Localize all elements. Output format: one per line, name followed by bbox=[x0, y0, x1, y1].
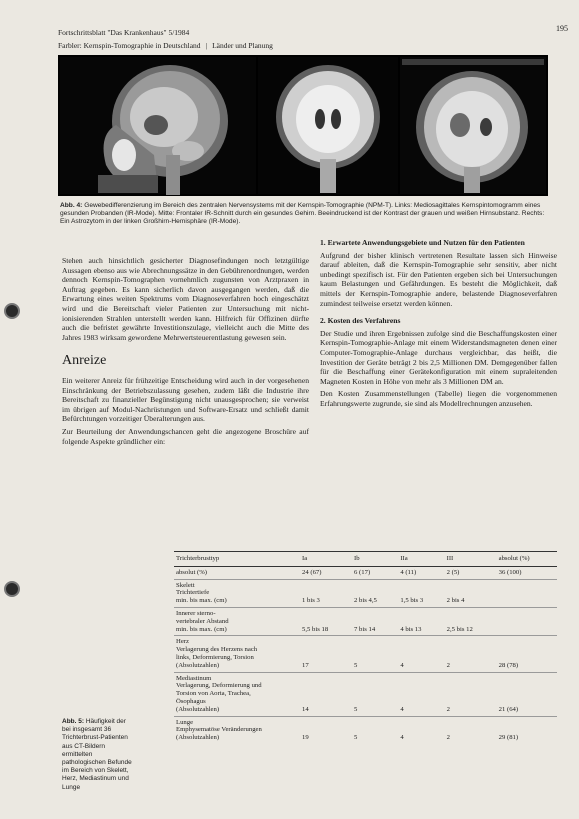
row-label-line: Mediastinum bbox=[176, 674, 212, 682]
table-cell: 2 bis 4,5 bbox=[352, 579, 398, 607]
table-cell: 2 bis 4 bbox=[445, 579, 497, 607]
figure-caption-label: Abb. 4: bbox=[60, 202, 83, 209]
table-cell: 28 (78) bbox=[497, 636, 557, 672]
table-cell: 2 bbox=[445, 636, 497, 672]
table-header-cell: III bbox=[445, 552, 497, 567]
running-title: Farbler: Kernspin-Tomographie in Deutschland | Länder und Planung bbox=[58, 41, 273, 50]
row-label-line: links, Deformierung, Torsion bbox=[176, 653, 254, 661]
figure-caption-text: Gewebedifferenzierung im Bereich des zentralen Nervensystems mit der Kernspin-Tomographie (NPM-T). Links: Mediosagittales Kernspintomogramm eines gesunden Probanden (IR-Mode). Mitte: Frontaler IR-Schnitt durch ein gesundes Gehirn. Beeindruckend ist der Kontrast der grauen und weißen Hirnsubstanz. Rechts: Ein Astrozytom in der linken Großhirn-Hemisphäre (IR-Mode). bbox=[60, 202, 545, 225]
table-cell: 1 bis 3 bbox=[300, 579, 352, 607]
journal-header: Fortschrittsblatt "Das Krankenhaus" 5/1984 bbox=[58, 28, 190, 37]
row-label bbox=[174, 716, 300, 744]
table-header-cell: Trichterbrusttyp bbox=[174, 552, 300, 567]
row-label-line: Lunge bbox=[176, 718, 194, 726]
left-column bbox=[62, 256, 309, 449]
table-caption bbox=[62, 718, 132, 792]
table-row bbox=[174, 607, 557, 635]
table-cell: 4 bbox=[398, 672, 444, 716]
row-label-line: Trichtertiefe bbox=[176, 589, 210, 597]
section-heading-1: 1. Erwartete Anwendungsgebiete und Nutzen für den Patienten bbox=[320, 238, 525, 247]
table-cell: 5,5 bis 18 bbox=[300, 607, 352, 635]
table-row bbox=[174, 566, 557, 579]
row-label-line: Verlagerung, Deformierung und bbox=[176, 682, 262, 690]
left-paragraph-2: Ein weiterer Anreiz für frühzeitige Entscheidung wird auch in der vorgesehenen Einschränkung der Betriebszulassung gesehen, zudem läßt die Industrie ihre Bereitschaft zu finanzieller Begünstigung nicht unausgesprochen; sie verweist im übrigen auf Modul-Nachrüstungen und Software-Ersatz und schließt damit Befürchtungen vorzeitiger Überalterungen aus. bbox=[62, 375, 309, 424]
table-caption-text: Häufigkeit der bei insgesamt 36 Trichterbrust-Patienten aus CT-Bildern ermittelten pathologischen Befunde im Bereich von Skelett, Herz, Mediastinum und Lunge bbox=[62, 718, 132, 791]
row-label bbox=[174, 579, 300, 607]
row-label-line: Skelett bbox=[176, 581, 195, 589]
table-header-cell: IIa bbox=[398, 552, 444, 567]
table-cell: 5 bbox=[352, 716, 398, 744]
row-label-line: Innerer sterno- bbox=[176, 609, 216, 617]
row-label-line: Emphysematöse Veränderungen bbox=[176, 726, 262, 734]
table-cell: 29 (81) bbox=[497, 716, 557, 744]
row-label-line: min. bis max. (cm) bbox=[176, 625, 227, 633]
table-cell: 4 (11) bbox=[398, 566, 444, 579]
anreize-heading: Anreize bbox=[62, 353, 107, 369]
table-cell: 6 (17) bbox=[352, 566, 398, 579]
row-label-line: Ösophagus bbox=[176, 697, 206, 705]
punch-hole-top bbox=[4, 303, 20, 319]
left-paragraph-1: Stehen auch hinsichtlich gesicherter Diagnosefindungen noch letztgültige Aussagen ebenso aus wie Abrechnungssätze in den Gebührenordnungen, werden dennoch Kernspin-Tomographen vornehmlich zugunsten von Arztpraxen in Auftrag gegeben. Es kann sicherlich davon ausgegangen werden, daß die Erwartung eines weiten Spektrums vom Diagnoseverfahren hoch eingeschätzt wird und die Bereitschaft vieler Patienten zur Untersuchung mit nicht-ionisierenden Strahlen unterstellt werden kann. Hilfreich für Offizinen dürfte auch die befristet gewährte Investitionszulage, vielleicht auch die Mitte des Jahres 1983 wirksam gewordene Mehrwertsteuerentlastung gewesen sein. bbox=[62, 256, 309, 342]
table-cell bbox=[497, 607, 557, 635]
row-label-line: min. bis max. (cm) bbox=[176, 597, 227, 605]
table-header-cell: Ia bbox=[300, 552, 352, 567]
row-label-line: (Absolutzahlen) bbox=[176, 661, 220, 669]
right-paragraph-1: Aufgrund der bisher klinisch vertretenen Resultate lassen sich Hinweise darauf ableiten, daß die Kernspin-Tomographie sehr sensitiv, aber nicht unbedingt spezifisch ist. Für den Patienten ergeben sich bei Untersuchungen kaum Belastungen und Gefährdungen. Es besteht die Möglichkeit, daß mittels der Kernspin-Tomographie andere, belastende Diagnoseverfahren zumindest teilweise ersetzt werden können. bbox=[320, 250, 557, 308]
row-label-line: Herz bbox=[176, 638, 189, 646]
table-cell: 1,5 bis 3 bbox=[398, 579, 444, 607]
row-label-line: vertebraler Abstand bbox=[176, 617, 229, 625]
table-cell bbox=[497, 579, 557, 607]
row-label-line: (Absolutzahlen) bbox=[176, 734, 220, 742]
table-header-cell: Ib bbox=[352, 552, 398, 567]
table-cell: 21 (64) bbox=[497, 672, 557, 716]
table-cell: 5 bbox=[352, 636, 398, 672]
table-cell: 4 bbox=[398, 716, 444, 744]
figure-caption bbox=[60, 202, 548, 226]
table-cell: 2,5 bis 12 bbox=[445, 607, 497, 635]
punch-hole-bottom bbox=[4, 581, 20, 597]
findings-table bbox=[174, 551, 557, 744]
row-label bbox=[174, 636, 300, 672]
page-number: 195 bbox=[556, 24, 568, 33]
row-label bbox=[174, 607, 300, 635]
table-cell: 14 bbox=[300, 672, 352, 716]
astrocytoma-mri-image bbox=[400, 57, 546, 194]
table-cell: 5 bbox=[352, 672, 398, 716]
right-paragraph-2: Der Studie und ihren Ergebnissen zufolge sind die Beschaffungskosten einer Kernspin-Tomographie-Anlage mit einem Widerstandsmagneten denen einer Computer-Tomographie-Anlage durchaus vergleichbar, das heißt, die Investition der Geräte beträgt 2 bis 2,5 Millionen DM. Demgegenüber fallen für die Beschaffung einer Gerätekonfiguration mit einem supraleitenden Magneten Kosten in Höhe von mehr als 3 Millionen DM an. bbox=[320, 328, 557, 386]
row-label-line: Verlagerung des Herzens nach bbox=[176, 646, 258, 654]
right-column bbox=[320, 238, 557, 412]
table-cell: 24 (67) bbox=[300, 566, 352, 579]
table-cell: 19 bbox=[300, 716, 352, 744]
table-cell: 2 bbox=[445, 716, 497, 744]
mri-figure bbox=[58, 55, 548, 196]
row-label-line: (Absolutzahlen) bbox=[176, 705, 220, 713]
table-cell: 2 (5) bbox=[445, 566, 497, 579]
row-label-line: Torsion von Aorta, Trachea, bbox=[176, 690, 251, 698]
row-label bbox=[174, 566, 300, 579]
table-row bbox=[174, 716, 557, 744]
table-row bbox=[174, 579, 557, 607]
table-header-cell: absolut (%) bbox=[497, 552, 557, 567]
row-label bbox=[174, 672, 300, 716]
row-label-line: absolut (%) bbox=[176, 568, 208, 576]
table-caption-label: Abb. 5: bbox=[62, 718, 85, 725]
table-cell: 7 bis 14 bbox=[352, 607, 398, 635]
table-cell: 2 bbox=[445, 672, 497, 716]
table-row bbox=[174, 636, 557, 672]
table-row bbox=[174, 672, 557, 716]
section-label: Länder und Planung bbox=[212, 41, 273, 50]
table-cell: 36 (100) bbox=[497, 566, 557, 579]
frontal-mri-image bbox=[258, 57, 398, 194]
table-cell: 4 bis 13 bbox=[398, 607, 444, 635]
sagittal-mri-image bbox=[60, 57, 256, 195]
right-paragraph-3: Den Kosten Zusammenstellungen (Tabelle) liegen die vorgenommenen Erfahrungswerte zugrunde, sie sind als Modellrechnungen anzusehen. bbox=[320, 389, 557, 408]
table-cell: 4 bbox=[398, 636, 444, 672]
section-heading-2: 2. Kosten des Verfahrens bbox=[320, 316, 401, 326]
running-title-text: Farbler: Kernspin-Tomographie in Deutschland bbox=[58, 41, 201, 50]
left-paragraph-3: Zur Beurteilung der Anwendungschancen geht die angezogene Broschüre auf folgende Aspekte gründlicher ein: bbox=[62, 426, 309, 446]
table-cell: 17 bbox=[300, 636, 352, 672]
table-header-row bbox=[174, 552, 557, 567]
